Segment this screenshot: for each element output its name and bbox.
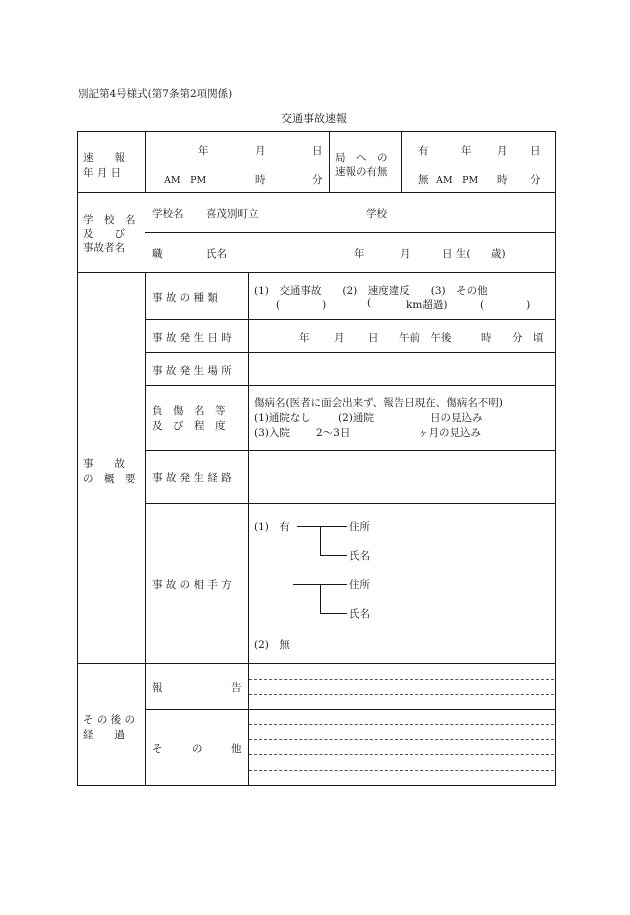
accident-summary-label-line1: 事 故 <box>83 458 125 470</box>
after-other-1: そ <box>152 743 163 755</box>
party-yes: (1) 有 <box>254 521 290 533</box>
form-title: 交通事故速報 <box>281 112 347 125</box>
bureau-report-label-line2: 速報の有無 <box>335 166 388 178</box>
injury-hospital-days: 2〜3日 <box>316 427 351 439</box>
report-minute: 分 <box>312 174 323 186</box>
party-address-2: 住所 <box>349 579 370 591</box>
accident-party-label: 事 故 の 相 手 方 <box>152 579 232 591</box>
injury-note: 傷病名(医者に面会出来ず、報告日現在、傷病名不明) <box>254 397 503 409</box>
accident-type-paren1: ( ) <box>276 299 327 311</box>
accident-datetime-label: 事 故 発 生 日 時 <box>152 332 232 344</box>
after-report-right: 告 <box>231 682 242 694</box>
party-name: 氏名 <box>349 550 370 562</box>
injury-outpatient: (2)通院 <box>338 412 374 424</box>
bureau-minute: 分 <box>530 174 541 186</box>
report-ampm: AM PM <box>164 175 207 186</box>
accident-hour: 時 <box>481 332 492 344</box>
accident-ampm: 午前 午後 <box>399 332 452 344</box>
injury-hospital-months: ヶ月の見込み <box>418 427 481 439</box>
bureau-month: 月 <box>497 145 508 157</box>
accident-type-options: (1) 交通事故 (2) 速度違反 (3) その他 <box>254 285 488 297</box>
school-name-label: 学校名 <box>152 208 184 220</box>
school-label-line2: 及 び <box>83 228 125 240</box>
report-date-label-line1: 速 報 <box>83 152 125 164</box>
injury-label-line1: 負 傷 名 等 <box>152 405 226 417</box>
accident-year: 年 <box>299 332 310 344</box>
bureau-no: 無 <box>418 174 429 186</box>
accident-place-label: 事 故 発 生 場 所 <box>152 365 232 377</box>
bureau-year: 年 <box>461 145 472 157</box>
birth-day: 日 生( <box>442 248 471 260</box>
report-month: 月 <box>255 145 266 157</box>
party-no: (2) 無 <box>254 639 290 651</box>
injury-outpatient-none: (1)通院なし <box>254 412 311 424</box>
report-date-label-line2: 年 月 日 <box>83 167 122 179</box>
accident-type-paren2-open: ( <box>367 297 372 309</box>
accident-day: 日 <box>368 332 379 344</box>
party-address: 住所 <box>349 521 370 533</box>
bureau-hour: 時 <box>497 174 508 186</box>
accident-route-label: 事 故 発 生 経 路 <box>152 472 232 484</box>
age-label: 歳) <box>491 248 506 260</box>
party-name-2: 氏名 <box>349 608 370 620</box>
bureau-ampm: AM PM <box>436 175 479 186</box>
report-day: 日 <box>312 145 323 157</box>
after-other-2: の <box>192 743 203 755</box>
form-reference: 別記第4号様式(第7条第2項関係) <box>78 88 233 100</box>
school-town: 喜茂別町立 <box>206 208 259 220</box>
accident-summary-label-line2: の 概 要 <box>83 473 136 485</box>
injury-outpatient-days: 日の見込み <box>430 412 483 424</box>
person-name-label: 氏名 <box>206 248 227 260</box>
birth-year: 年 <box>354 248 365 260</box>
after-other-3: 他 <box>231 743 242 755</box>
after-progress-label-line1: そ の 後 の <box>83 714 136 726</box>
accident-month: 月 <box>334 332 345 344</box>
after-report-left: 報 <box>152 682 163 694</box>
bureau-yes: 有 <box>418 145 429 157</box>
bureau-day: 日 <box>530 145 541 157</box>
after-progress-label-line2: 経 過 <box>83 729 125 741</box>
accident-type-paren3: ( ) <box>480 299 531 311</box>
birth-month: 月 <box>400 248 411 260</box>
school-label-line3: 事故者名 <box>83 242 125 254</box>
school-label-line1: 学 校 名 <box>83 214 136 226</box>
position-label: 職 <box>152 248 163 260</box>
bureau-report-label-line1: 局 へ の <box>335 152 388 164</box>
accident-type-paren2-unit: km超過) <box>406 299 448 311</box>
injury-hospital: (3)入院 <box>254 427 290 439</box>
injury-label-line2: 及 び 程 度 <box>152 420 226 432</box>
accident-type-label: 事 故 の 種 類 <box>152 292 218 304</box>
report-year: 年 <box>198 145 209 157</box>
school-suffix: 学校 <box>366 208 387 220</box>
report-hour: 時 <box>255 174 266 186</box>
accident-minute: 分 頃 <box>512 332 544 344</box>
